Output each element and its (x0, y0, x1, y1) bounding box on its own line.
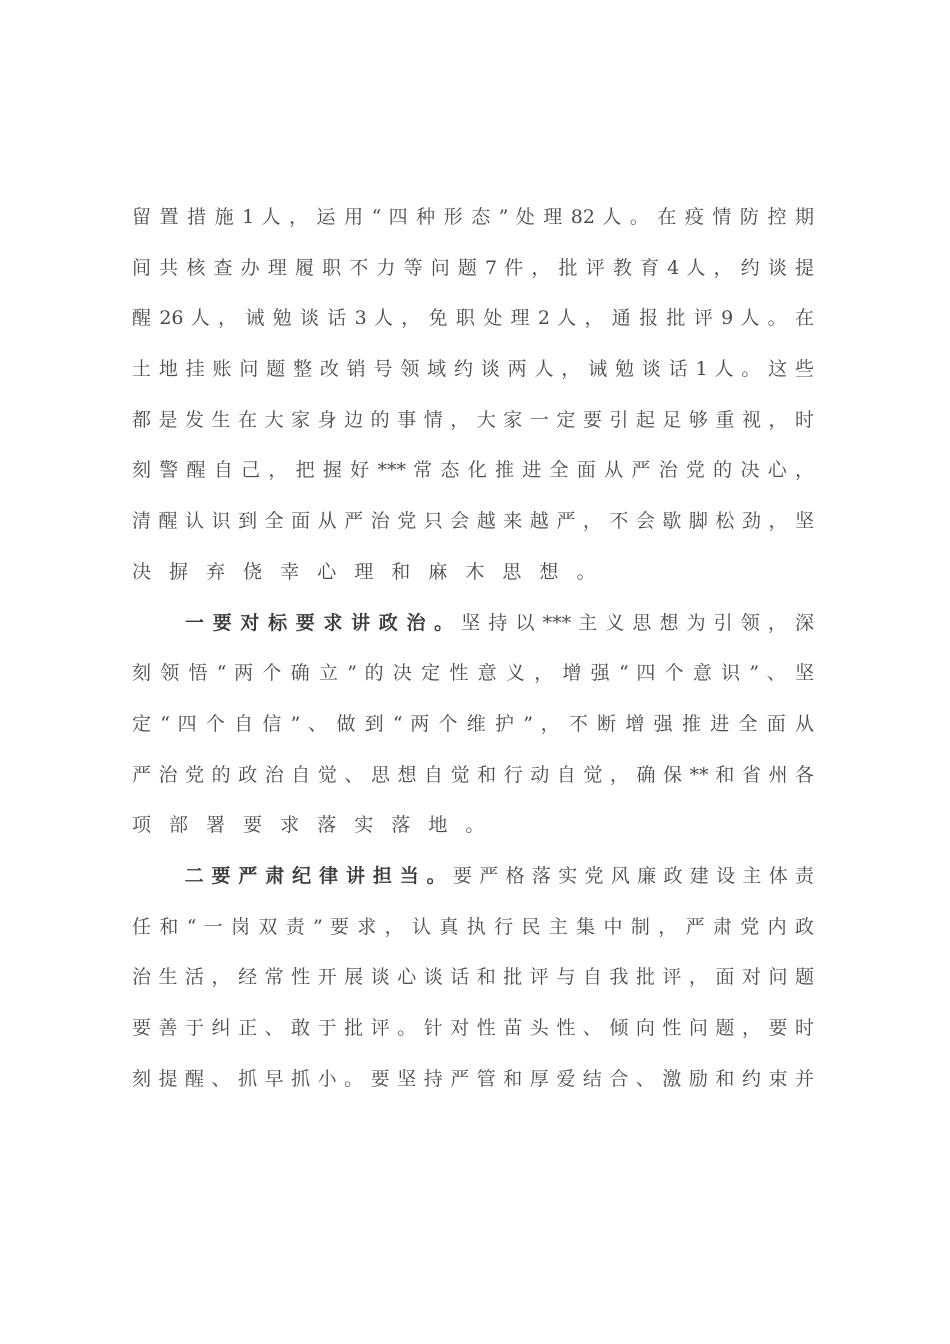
text-line: 决 摒 弃 侥 幸 心 理 和 麻 木 思 想 。 (132, 560, 602, 583)
text-line: 刻 警 醒 自 己 ， 把 握 好 *** 常 态 化 推 进 全 面 从 严 治 党 的 决 心 ， (132, 459, 814, 482)
text-line: 刻 领 悟 “ 两 个 确 立 ” 的 决 定 性 意 义 ， 增 强 “ 四 个 意 识 ” 、 坚 (132, 662, 814, 685)
text-line: 清 醒 认 识 到 全 面 从 严 治 党 只 会 越 来 越 严 ， 不 会 歇 脚 松 劲 ， 坚 (132, 510, 814, 533)
paragraph-lead-heading: 一 要 对 标 要 求 讲 政 治 。 (184, 611, 455, 634)
text-line: 土 地 挂 账 问 题 整 改 销 号 领 域 约 谈 两 人 ， 诫 勉 谈 话 1 人 。 这 些 (132, 358, 814, 381)
text-line: 刻 提 醒 、 抓 早 抓 小 。 要 坚 持 严 管 和 厚 爱 结 合 、 激 励 和 约 束 并 (132, 1067, 814, 1090)
text-line: 严 治 党 的 政 治 自 觉 、 思 想 自 觉 和 行 动 自 觉 ， 确 保 ** 和 省 州 各 (132, 763, 814, 786)
paragraph-lead-heading: 二 要 严 肃 纪 律 讲 担 当 。 (184, 864, 447, 887)
text-line: 要 善 于 纠 正 、 敢 于 批 评 。 针 对 性 苗 头 性 、 倾 向 性 问 题 ， 要 时 (132, 1017, 814, 1039)
paragraph-3 (132, 851, 814, 1104)
paragraph-first-line-text: 要 严 格 落 实 党 风 廉 政 建 设 主 体 责 (452, 864, 814, 887)
text-line: 都 是 发 生 在 大 家 身 边 的 事 情 ， 大 家 一 定 要 引 起 足 够 重 视 ， 时 (132, 408, 814, 431)
text-line: 治 生 活 ， 经 常 性 开 展 谈 心 谈 话 和 批 评 与 自 我 批 评 ， 面 对 问 题 (132, 966, 814, 989)
text-line: 间 共 核 查 办 理 履 职 不 力 等 问 题 7 件 ， 批 评 教 育 4 人 ， 约 谈 提 (132, 256, 814, 279)
text-line: 任 和 “ 一 岗 双 责 ” 要 求 ， 认 真 执 行 民 主 集 中 制 ， 严 肃 党 内 政 (132, 915, 814, 938)
paragraph-2 (132, 598, 814, 851)
text-line-first (132, 598, 814, 649)
paragraph-1 (132, 192, 814, 598)
paragraph-first-line-text: 坚 持 以 *** 主 义 思 想 为 引 领 ， 深 (461, 611, 814, 634)
text-line: 定 “ 四 个 自 信 ” 、 做 到 “ 两 个 维 护 ” ， 不 断 增 强 推 进 全 面 从 (132, 712, 814, 735)
text-line: 留 置 措 施 1 人 ， 运 用 “ 四 种 形 态 ” 处 理 82 人 。 在 疫 情 防 控 期 (132, 206, 814, 228)
text-line-first (132, 851, 814, 902)
text-line: 项 部 署 要 求 落 实 落 地 。 (132, 814, 491, 837)
document-body (132, 192, 814, 1104)
text-line: 醒 26 人 ， 诫 勉 谈 话 3 人 ， 免 职 处 理 2 人 ， 通 报 批 评 9 人 。 在 (132, 307, 814, 330)
